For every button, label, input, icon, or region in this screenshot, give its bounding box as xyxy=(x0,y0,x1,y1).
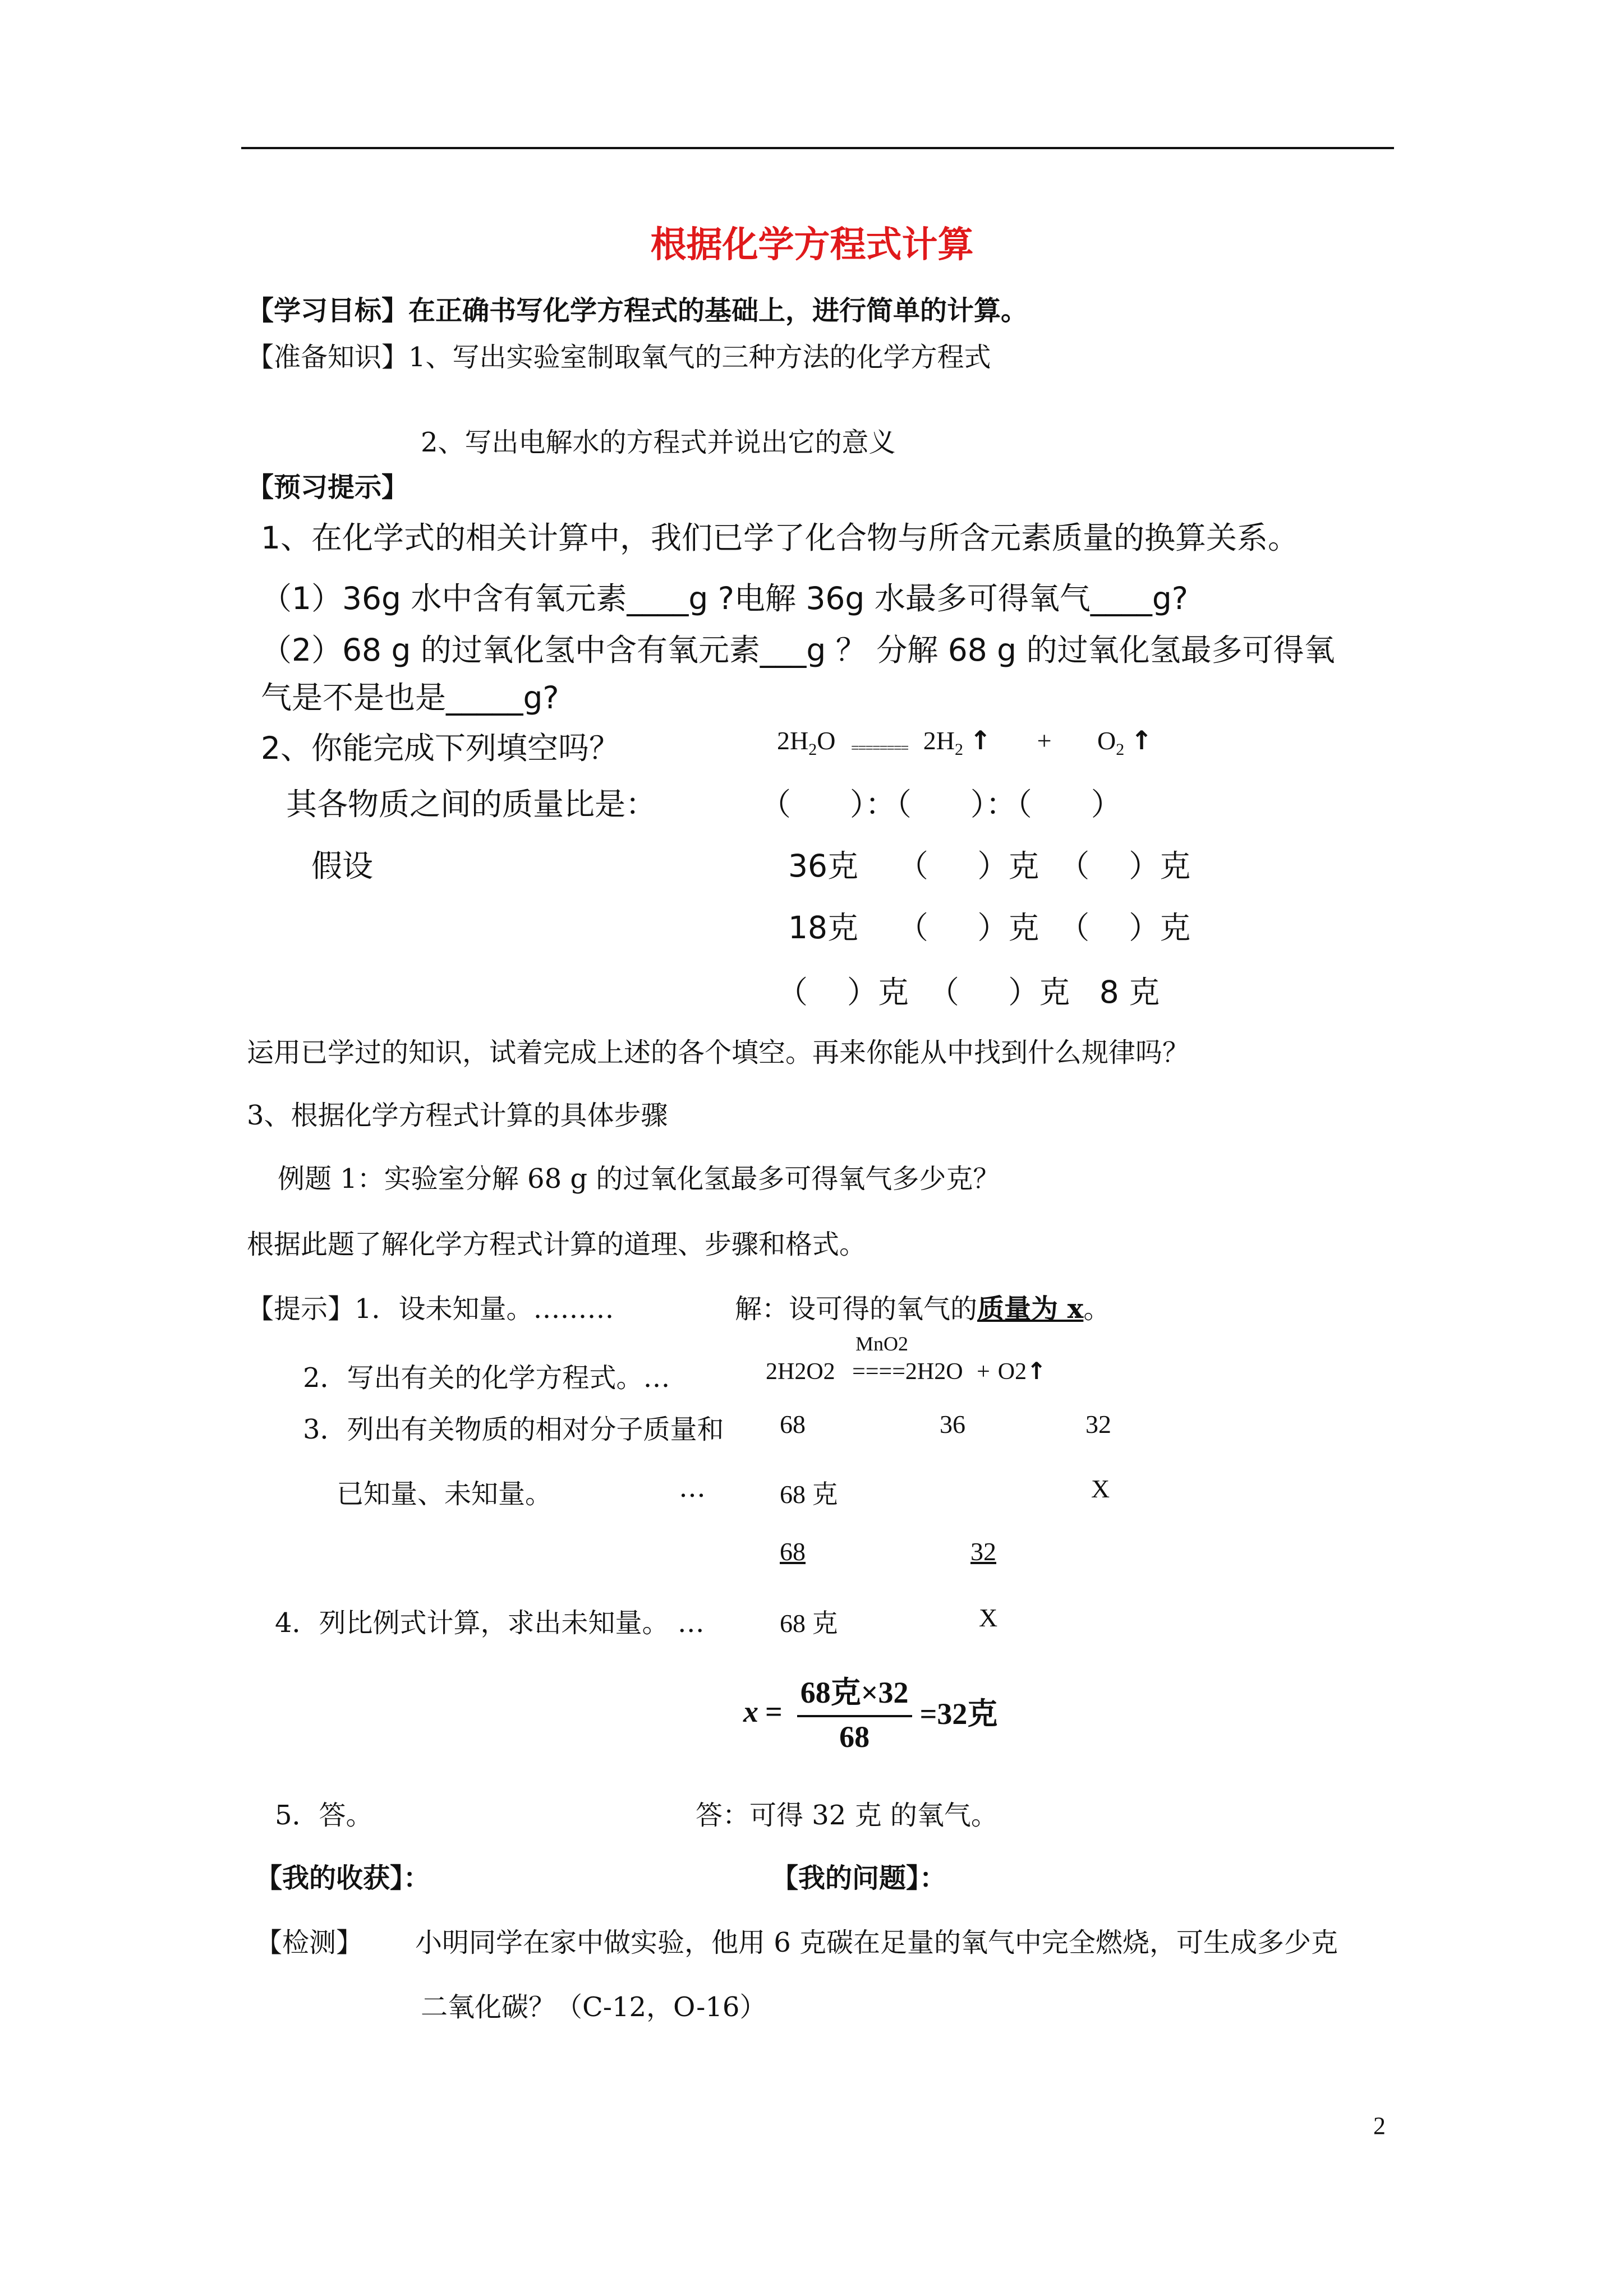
prep-label: 【准备知识】 xyxy=(247,342,409,373)
mass-ratio-label: 其各物质之间的质量比是： xyxy=(286,786,657,822)
preview-q2: 2、你能完成下列填空吗？ xyxy=(261,730,620,766)
assume-row-2: 18克 （ ）克 （ ）克 xyxy=(788,910,1191,946)
molar-mass-1: 68 xyxy=(780,1410,806,1439)
preview-q1a: （1）36g 水中含有氧元素____g ?电解 36g 水最多可得氧气____g? xyxy=(261,580,1188,616)
unknown-mass: X xyxy=(1091,1474,1110,1503)
preview-q1: 1、在化学式的相关计算中，我们已学了化合物与所含元素质量的换算关系。 xyxy=(261,520,1299,556)
hint-step-1: 【提示】1．设未知量。……… xyxy=(247,1293,614,1325)
prep-line xyxy=(247,335,991,374)
question-label: 【我的问题】： xyxy=(771,1862,947,1894)
preview-label: 【预习提示】 xyxy=(247,472,409,503)
assume-row-1: 36克 （ ）克 （ ）克 xyxy=(788,848,1191,884)
objective-label: 【学习目标】 xyxy=(247,295,409,326)
assume-row-3: （ ）克 （ ）克 8 克 xyxy=(777,974,1160,1010)
objective-line xyxy=(247,289,1028,328)
example-note: 根据此题了解化学方程式计算的道理、步骤和格式。 xyxy=(247,1229,867,1260)
hint-step-2: 2．写出有关的化学方程式。… xyxy=(303,1362,670,1394)
steps-title: 3、根据化学方程式计算的具体步骤 xyxy=(247,1100,668,1131)
catalyst-label: MnO2 xyxy=(855,1333,909,1355)
hint-step-1-answer: 解：设可得的氧气的质量为 x。 xyxy=(735,1293,1111,1325)
up-arrow-icon: ↑ xyxy=(1027,1357,1047,1385)
objective-text: 在正确书写化学方程式的基础上，进行简单的计算。 xyxy=(408,295,1028,326)
hint-step-3b: 已知量、未知量。 xyxy=(337,1478,553,1510)
hint-label: 【提示】 xyxy=(247,1293,355,1325)
preview-q1b-line1: （2）68 g 的过氧化氢中含有氧元素___g ？ 分解 68 g 的过氧化氢最多可得氧 xyxy=(261,632,1335,668)
page-number: 2 xyxy=(1373,2112,1386,2140)
final-answer: 答：可得 32 克 的氧气。 xyxy=(696,1800,998,1831)
apply-text: 运用已学过的知识，试着完成上述的各个填空。再来你能从中找到什么规律吗？ xyxy=(247,1037,1190,1068)
up-arrow-icon: ↑ xyxy=(1130,725,1153,755)
preview-q1b-line2: 气是不是也是_____g? xyxy=(261,680,559,716)
electrolysis-equation: $2H_2O$ ======== $2H_2$ ↑ + $O_2$ ↑ xyxy=(777,725,1153,759)
hint-step-5: 5．答。 xyxy=(275,1800,373,1831)
hint-step-3: 3．列出有关物质的相对分子质量和 xyxy=(303,1414,724,1445)
example-question: 例题 1：实验室分解 68 g 的过氧化氢最多可得氧气多少克？ xyxy=(278,1163,1000,1195)
fraction-bottom-1: 68 克 xyxy=(780,1609,838,1638)
known-mass: 68 克 xyxy=(780,1480,838,1509)
fraction-bottom-2: X xyxy=(979,1603,998,1632)
reaction-equation: 2H2O2 ====2H2O + O2↑ xyxy=(766,1357,1047,1385)
mass-ratio-blanks: （ ）：（ ）：（ ） xyxy=(760,786,1122,822)
fraction-top-2: 32 xyxy=(970,1537,996,1566)
prep-item-1: 1、写出实验室制取氧气的三种方法的化学方程式 xyxy=(408,342,991,373)
ellipsis: … xyxy=(679,1472,706,1504)
assume-label: 假设 xyxy=(311,848,374,884)
fraction-top-1: 68 xyxy=(780,1537,806,1566)
page-title: 根据化学方程式计算 xyxy=(650,224,974,266)
test-label: 【检测】 xyxy=(255,1927,364,1958)
molar-mass-3: 32 xyxy=(1085,1410,1111,1439)
molar-mass-2: 36 xyxy=(940,1410,965,1439)
header-rule xyxy=(241,147,1394,149)
proportion-formula: x = $\frac{\text{68克×32}}{68}$ =32克 xyxy=(743,1668,997,1754)
hint-step-4: 4．列比例式计算，求出未知量。 … xyxy=(275,1607,705,1639)
test-line-2: 二氧化碳？（C-12，O-16） xyxy=(421,1991,767,2023)
up-arrow-icon: ↑ xyxy=(969,725,992,755)
gain-label: 【我的收获】： xyxy=(255,1862,431,1894)
test-line-1: 小明同学在家中做实验，他用 6 克碳在足量的氧气中完全燃烧，可生成多少克 xyxy=(415,1927,1338,1958)
prep-item-2: 2、写出电解水的方程式并说出它的意义 xyxy=(421,427,896,458)
